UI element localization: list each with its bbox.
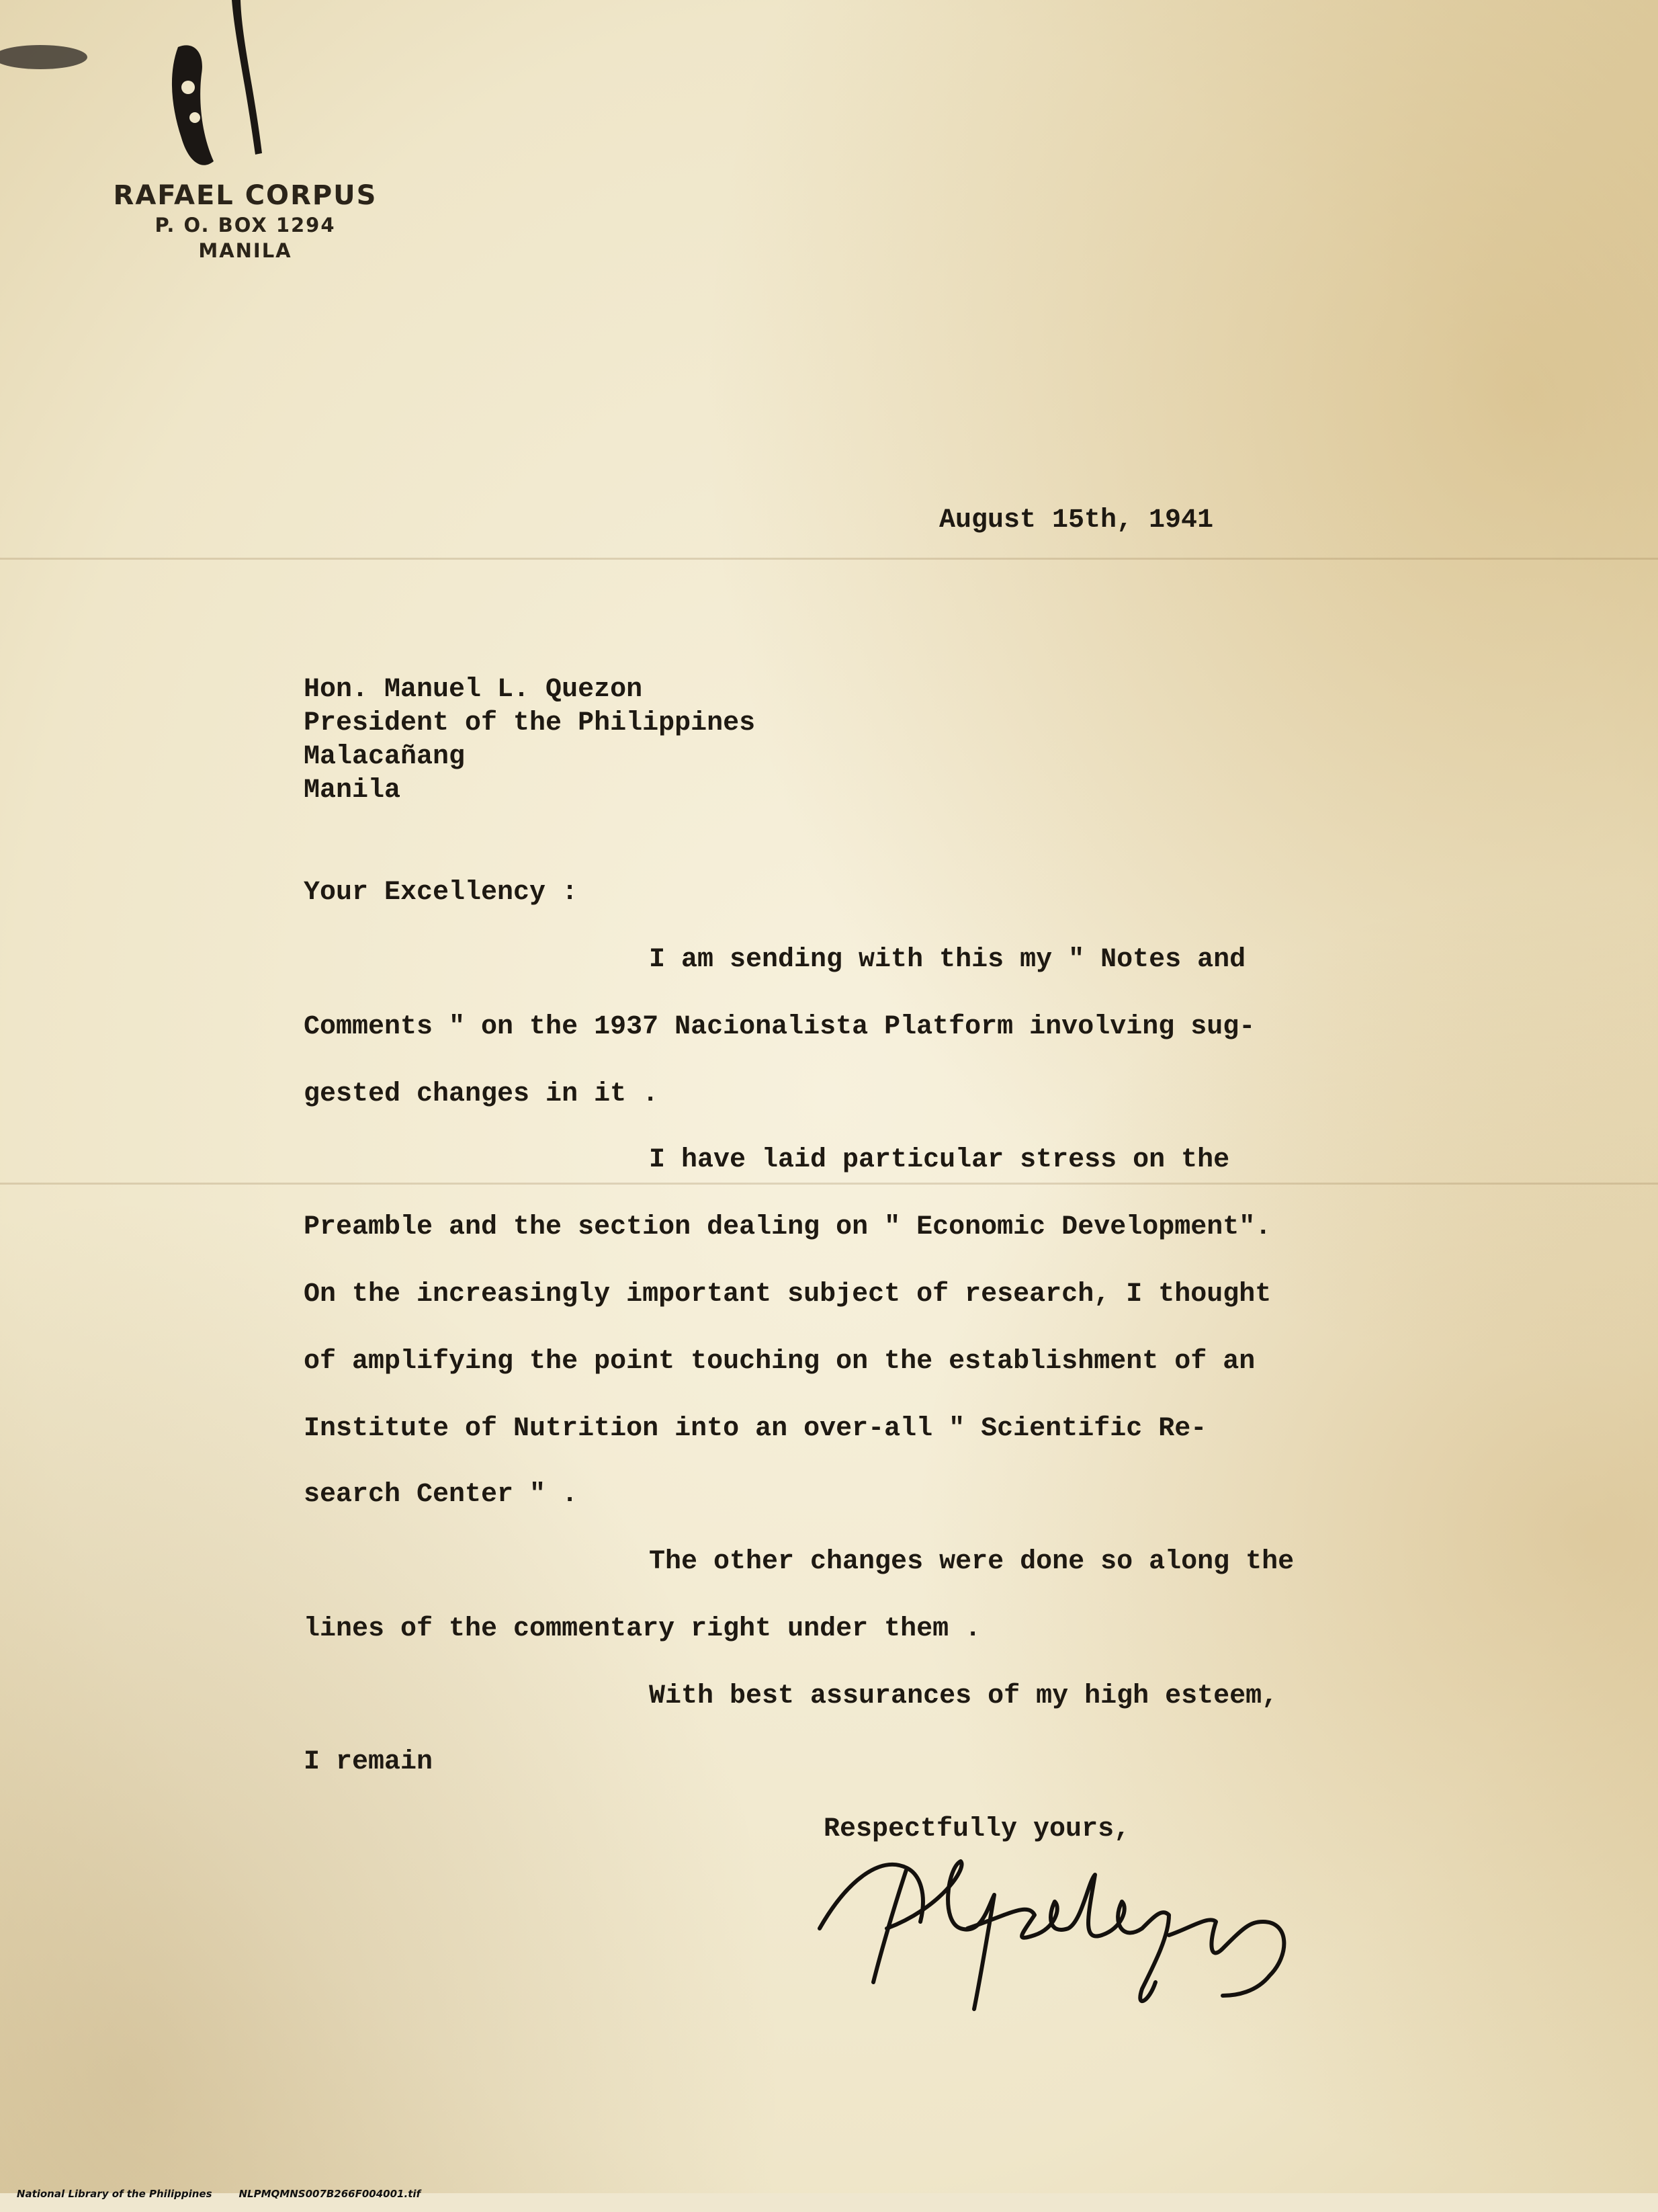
archive-footer [3,2176,447,2212]
footer-filename: NLPMQMNS007B266F004001.tif [238,2188,421,2200]
body-line: Preamble and the section dealing on " Economic Development". [304,1212,1272,1242]
letterhead-city: MANILA [198,239,292,262]
body-line: search Center " . [304,1480,578,1510]
body-line: On the increasingly important subject of research, I thought [304,1279,1272,1310]
closing: Respectfully yours, [824,1814,1131,1844]
recipient-name: Hon. Manuel L. Quezon [304,675,643,705]
body-line: I am sending with this my " Notes and [649,945,1246,975]
recipient-title: President of the Philippines [304,708,756,738]
body-line: Comments " on the 1937 Nacionalista Platform involving sug- [304,1012,1256,1042]
body-line: I remain [304,1747,433,1777]
letter-date: August 15th, 1941 [939,505,1214,536]
paper-fold [0,1183,1658,1185]
footer-library: National Library of the Philippines [16,2188,212,2200]
paper-fold [0,558,1658,560]
recipient-place: Malacañang [304,742,466,772]
letterhead-name: RAFAEL CORPUS [113,180,378,211]
body-line: gested changes in it . [304,1079,659,1109]
signature [806,1828,1330,2029]
body-line: Institute of Nutrition into an over-all " Scientific Re- [304,1414,1207,1444]
body-line: The other changes were done so along the [649,1547,1295,1577]
recipient-city: Manila [304,775,401,806]
letterhead-box: P. O. BOX 1294 [155,214,336,237]
ink-stain [0,0,282,175]
body-line: lines of the commentary right under them . [304,1614,981,1644]
body-line: With best assurances of my high esteem, [649,1681,1278,1711]
body-line: of amplifying the point touching on the establishment of an [304,1347,1256,1377]
salutation: Your Excellency : [304,878,578,908]
body-line: I have laid particular stress on the [649,1145,1230,1175]
letterhead [101,180,390,262]
